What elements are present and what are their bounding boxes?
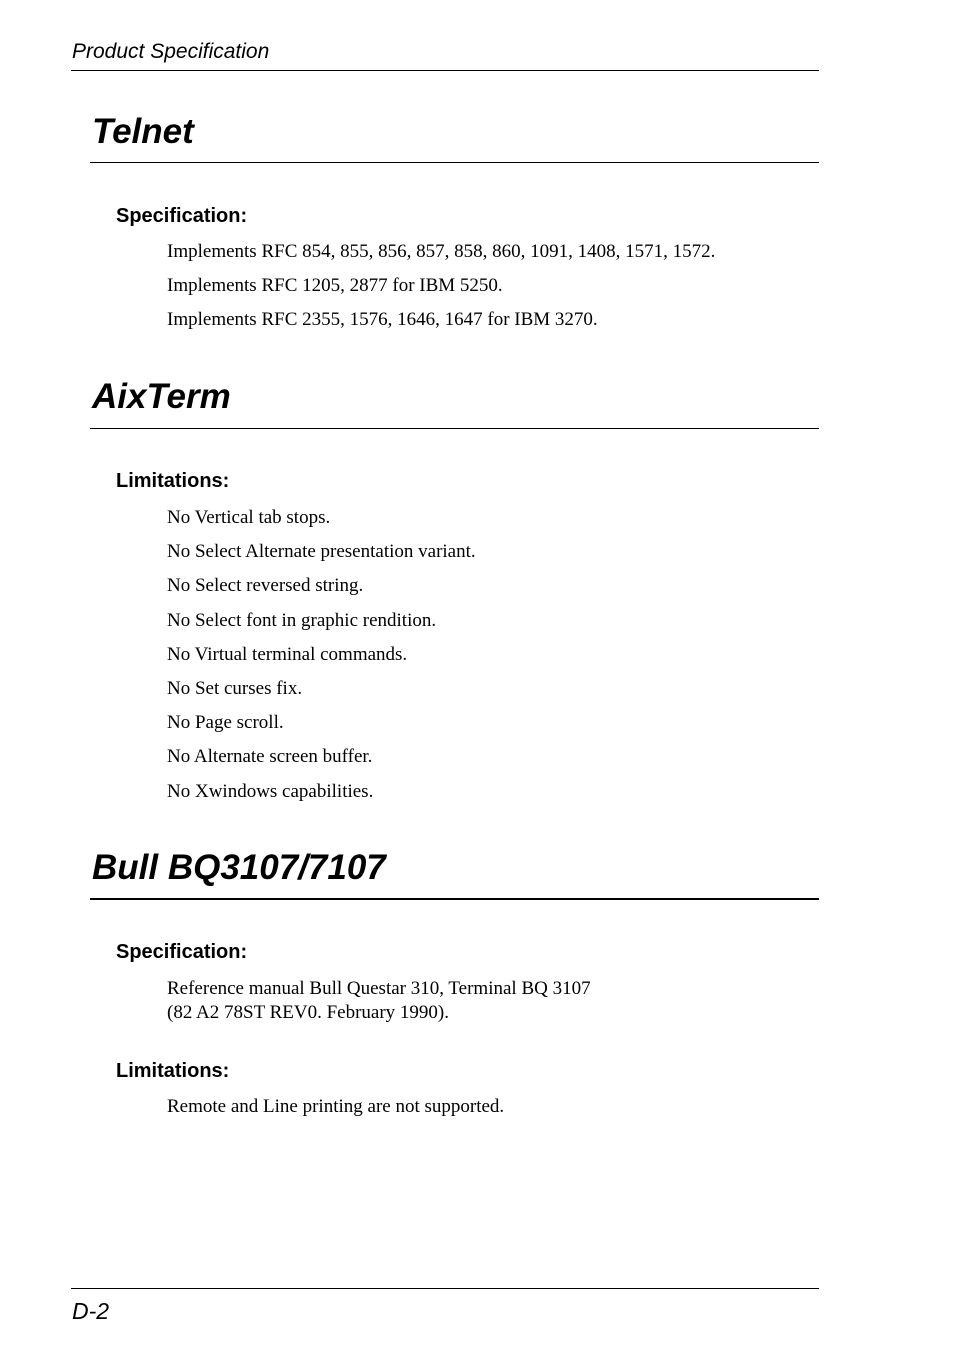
bull-specification-line-2: (82 A2 78ST REV0. February 1990). [167, 1002, 449, 1023]
header-rule [71, 70, 819, 71]
list-item: Implements RFC 2355, 1576, 1646, 1647 for IBM 3270. [167, 309, 598, 331]
list-item: No Alternate screen buffer. [167, 746, 373, 768]
list-item: No Select reversed string. [167, 575, 364, 597]
running-header: Product Specification [72, 40, 270, 63]
section-title-bull: Bull BQ3107/7107 [92, 848, 386, 887]
section-rule-telnet [90, 162, 819, 163]
bull-limitations-heading: Limitations: [116, 1060, 230, 1082]
aixterm-limitations-heading: Limitations: [116, 470, 230, 492]
footer-rule [71, 1288, 819, 1289]
section-rule-bull [90, 898, 819, 900]
list-item: No Select Alternate presentation variant. [167, 541, 476, 563]
list-item: Implements RFC 1205, 2877 for IBM 5250. [167, 275, 503, 297]
list-item: No Xwindows capabilities. [167, 780, 374, 802]
page-number: D-2 [72, 1298, 110, 1324]
list-item: Implements RFC 854, 855, 856, 857, 858, 860, 1091, 1408, 1571, 1572. [167, 241, 716, 262]
list-item: No Vertical tab stops. [167, 507, 331, 528]
bull-specification-heading: Specification: [116, 941, 248, 963]
section-title-aixterm: AixTerm [92, 377, 231, 416]
list-item: No Page scroll. [167, 712, 284, 734]
list-item: No Select font in graphic rendition. [167, 609, 437, 631]
telnet-specification-heading: Specification: [116, 205, 248, 227]
aixterm-limitations-list [167, 506, 476, 814]
section-title-telnet: Telnet [92, 112, 194, 151]
section-rule-aixterm [90, 428, 819, 429]
list-item: No Virtual terminal commands. [167, 643, 408, 665]
list-item: No Set curses fix. [167, 677, 303, 699]
bull-specification-line-1: Reference manual Bull Questar 310, Terminal BQ 3107 [167, 978, 591, 999]
telnet-specification-list [167, 240, 715, 343]
bull-limitations-line-1: Remote and Line printing are not supported. [167, 1096, 505, 1117]
